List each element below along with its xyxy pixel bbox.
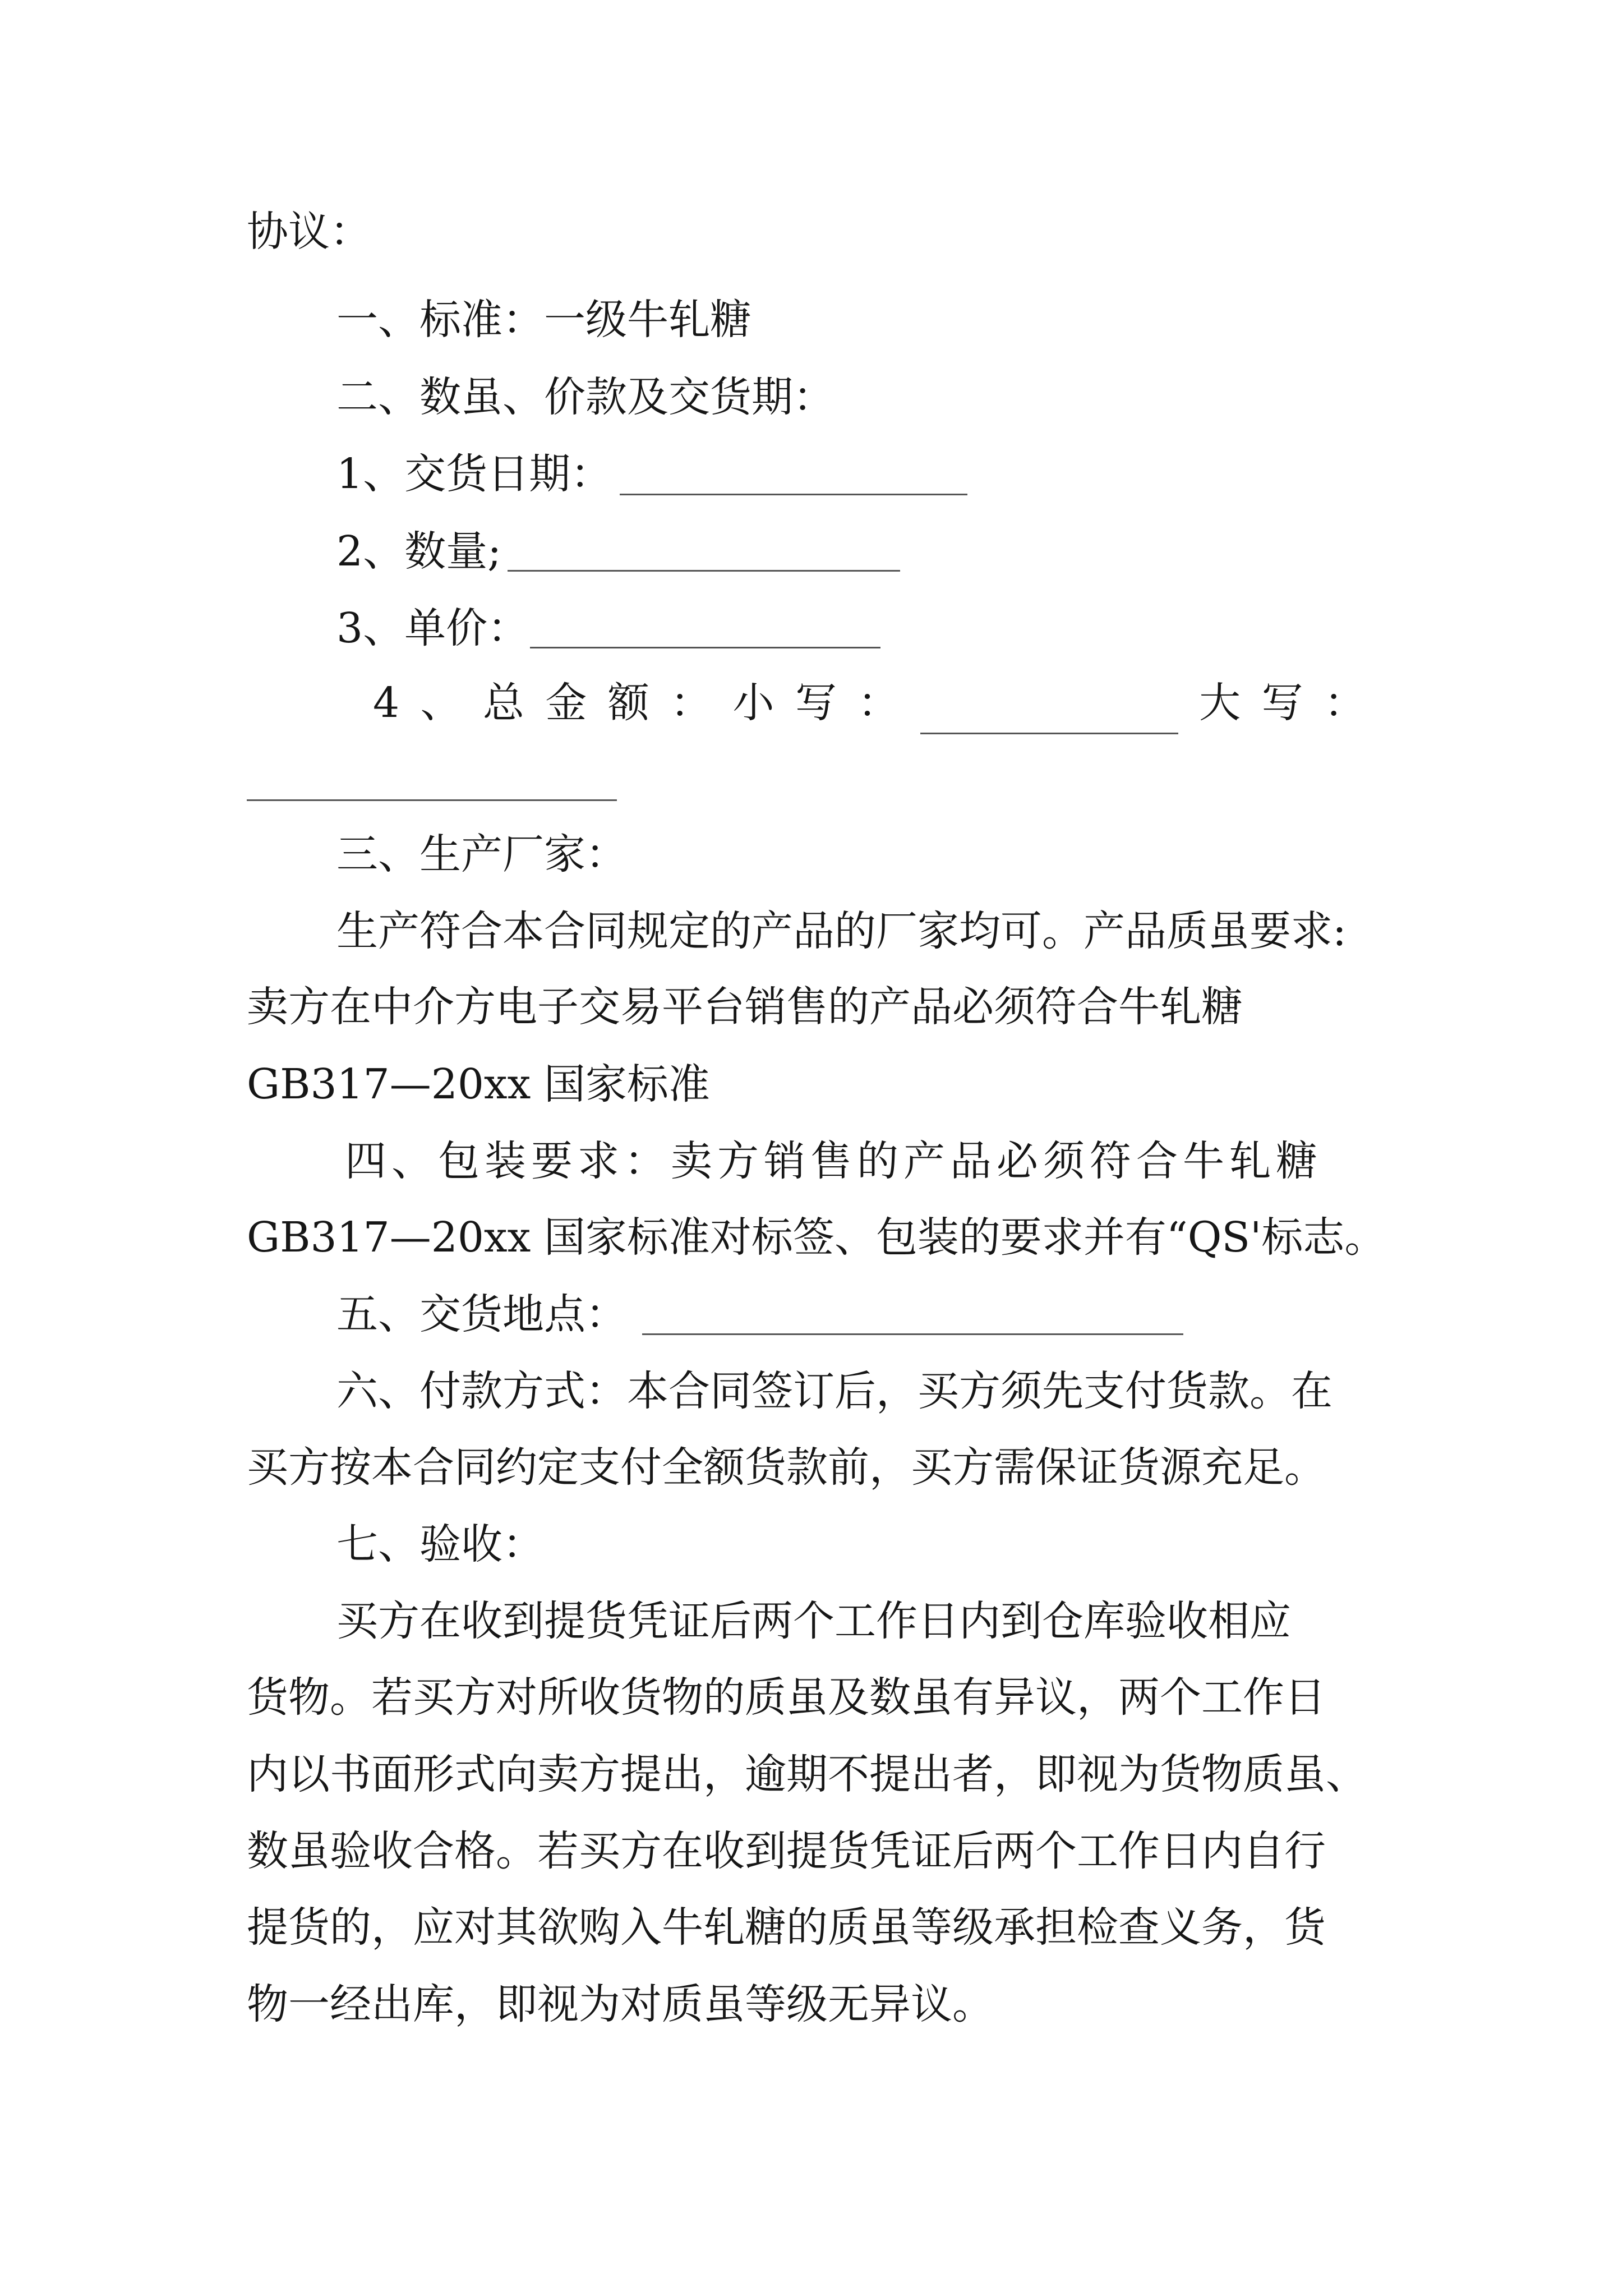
text-line: GB317—20xx 国家标准 xyxy=(247,1060,710,1108)
text-char: ： xyxy=(857,679,900,727)
text-line: 3、单价： xyxy=(336,604,529,652)
text-line: 2、数量; xyxy=(336,527,502,576)
text-line: 卖方在中介方电子交易平台销售的产品必须符合牛轧糖 xyxy=(247,983,1243,1031)
text-line: 二、数虽、价款及交货期： xyxy=(336,373,834,421)
text-char: 额 xyxy=(607,679,649,727)
text-char: 金 xyxy=(545,679,587,727)
delivery-date-blank xyxy=(620,494,967,495)
amount-capital-blank xyxy=(247,799,617,801)
text-char: 4 xyxy=(373,679,400,727)
text-line: 协议： xyxy=(247,208,371,256)
text-line: 三、生产厂家： xyxy=(336,830,627,878)
text-line: 一、标准：一级牛轧糖 xyxy=(336,296,751,344)
quantity-blank xyxy=(508,570,900,572)
text-char: 写 xyxy=(795,679,837,727)
amount-small-blank xyxy=(920,699,1178,734)
text-char: 小 xyxy=(732,679,774,727)
text-line: 提货的，应对其欲购入牛轧糖的质虽等级承担检查义务，货 xyxy=(247,1903,1326,1952)
text-line: 物一经出库，即视为对质虽等级无异议。 xyxy=(247,1980,994,2028)
unit-price-blank xyxy=(530,647,880,648)
text-char: ： xyxy=(670,679,712,727)
text-line: 买方在收到提货凭证后两个工作日内到仓库验收相应 xyxy=(336,1597,1291,1645)
text-line: 六、付款方式：本合同签订后，买方须先支付货款。在 xyxy=(336,1367,1332,1415)
text-line: 四、包装要求：卖方销售的产品必须符合牛轧糖 xyxy=(345,1137,1322,1185)
text-line: GB317—20xx 国家标准对标签、包装的要求并有“QS'标志。 xyxy=(247,1213,1386,1262)
text-char: 总 xyxy=(482,679,524,727)
text-line: 七、验收： xyxy=(336,1520,544,1568)
text-line: 五、交货地点： xyxy=(336,1290,627,1338)
text-char: 写 xyxy=(1261,679,1303,727)
text-char: ： xyxy=(1324,679,1366,727)
text-line: 内以书面形式向卖方提出，逾期不提出者，即视为货物质虽、 xyxy=(247,1750,1367,1798)
text-char: 大 xyxy=(1199,679,1241,727)
total-amount-line xyxy=(373,676,1366,730)
text-char: 、 xyxy=(420,679,462,727)
text-line: 货物。若买方对所收货物的质虽及数虽有异议，两个工作日 xyxy=(247,1673,1326,1722)
text-line: 买方按本合同约定支付全额货款前，买方需保证货源充足。 xyxy=(247,1443,1326,1492)
delivery-place-blank xyxy=(642,1333,1183,1335)
text-line: 生产符合本合同规定的产品的厂家均可。产品质虽要求: xyxy=(336,907,1347,955)
text-line: 1、交货日期： xyxy=(336,450,612,498)
text-line: 数虽验收合格。若买方在收到提货凭证后两个工作日内自行 xyxy=(247,1827,1326,1875)
